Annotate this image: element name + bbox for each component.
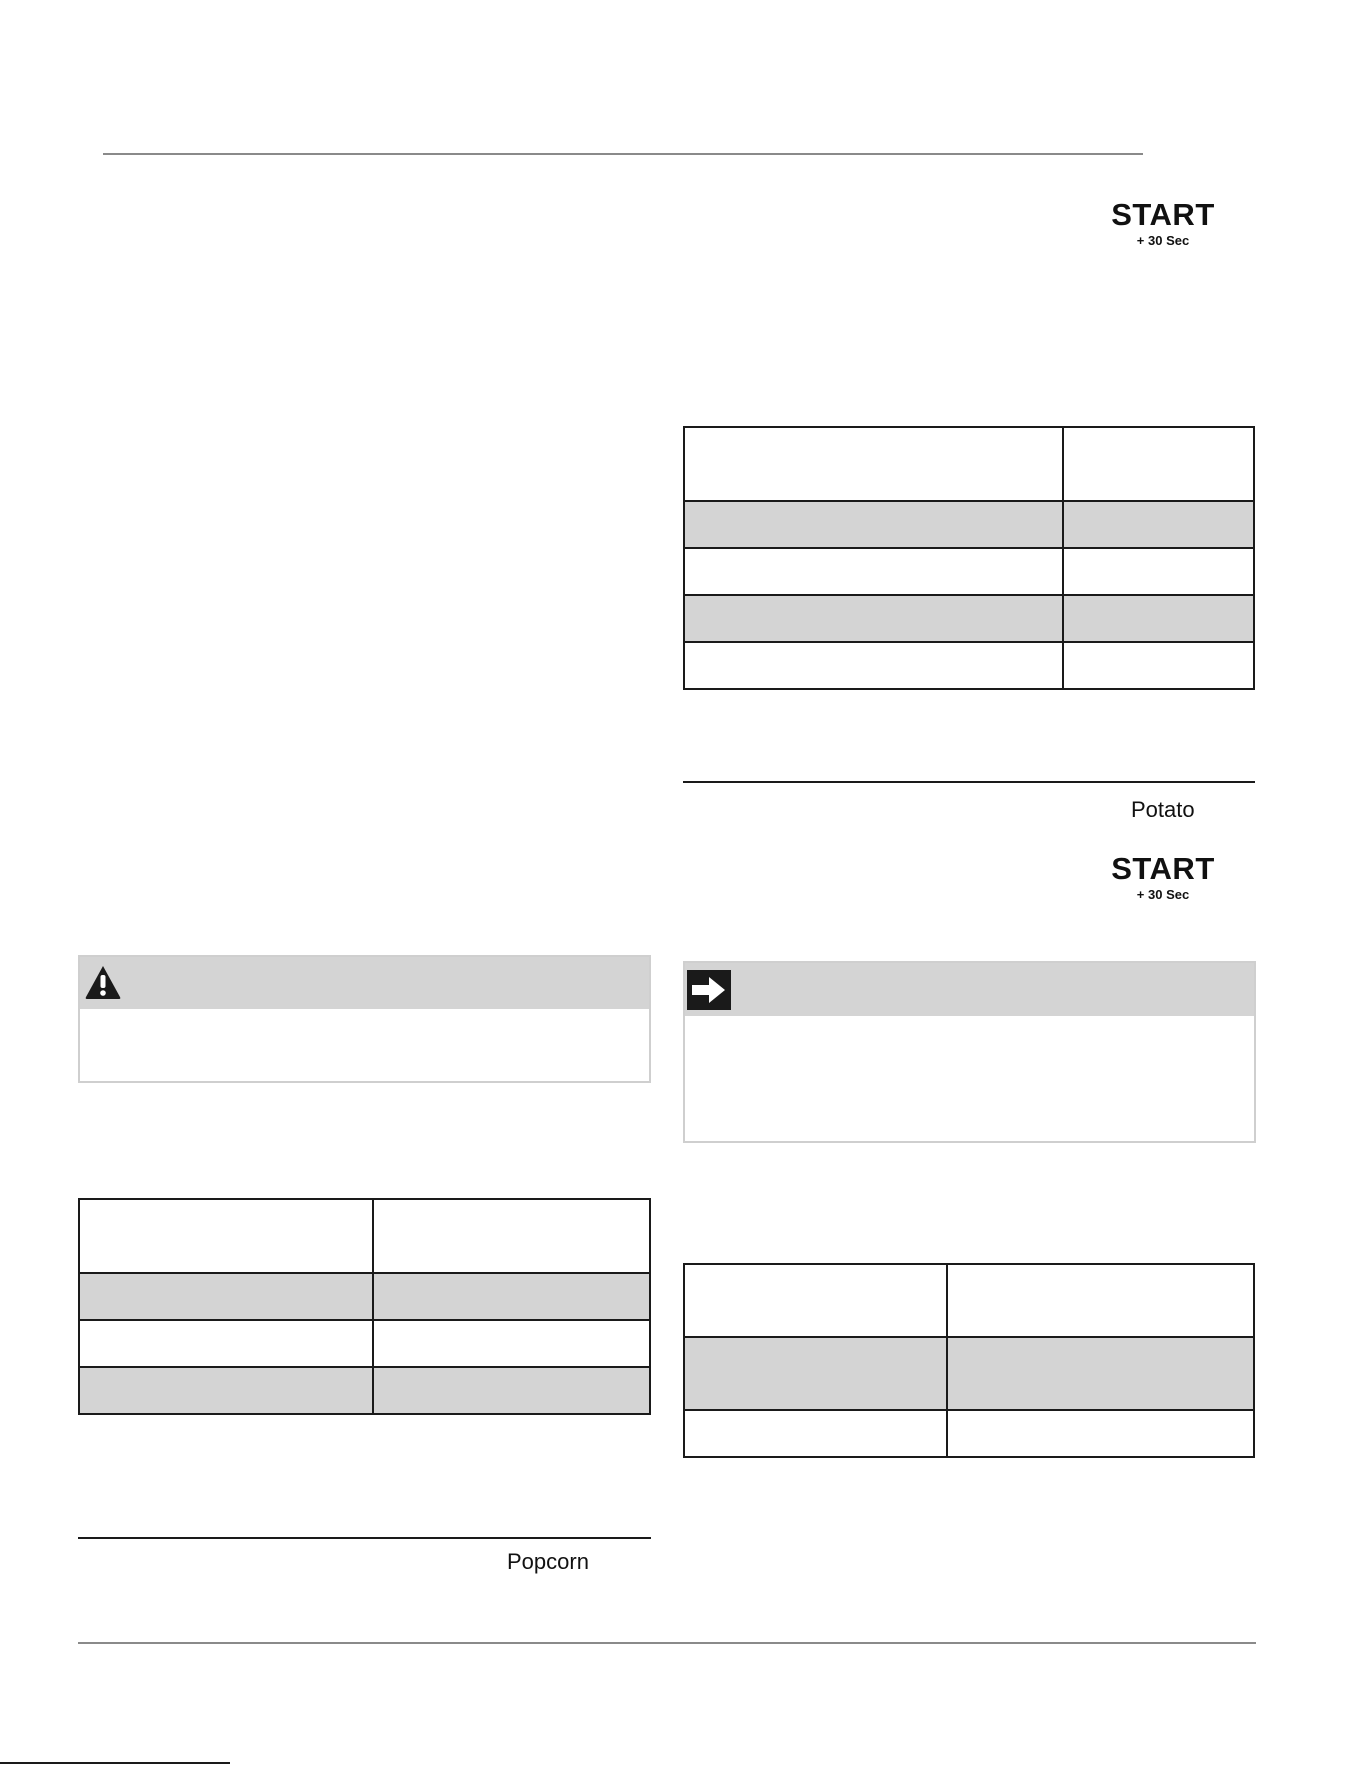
start-key-top: [1103, 198, 1223, 250]
table-row: [684, 642, 1254, 689]
right-table-1: [683, 426, 1255, 690]
table-row: [684, 1264, 1254, 1337]
table-row: [79, 1320, 650, 1367]
warning-triangle-icon: [84, 964, 122, 1000]
potato-section-rule: [683, 781, 1255, 783]
table-row: [684, 1337, 1254, 1410]
header-rule: [103, 153, 1143, 155]
table-row: [684, 501, 1254, 548]
start-key-label: START: [1111, 851, 1215, 886]
left-table: [78, 1198, 651, 1415]
table-row: [79, 1367, 650, 1414]
table-row: [79, 1273, 650, 1320]
start-key-label: START: [1111, 197, 1215, 232]
note-notice-header: [685, 963, 1254, 1016]
table-row: [684, 1410, 1254, 1457]
table-row: [684, 548, 1254, 595]
arrow-right-icon: [687, 970, 731, 1010]
warning-notice-header: [80, 957, 649, 1009]
popcorn-key: Popcorn: [507, 1549, 589, 1574]
footer-rule: [78, 1642, 1256, 1644]
start-key-sub-label: + 30 Sec: [1136, 233, 1190, 248]
popcorn-section-rule: [78, 1537, 651, 1539]
start-key-middle: [1103, 852, 1223, 904]
table-row: [684, 595, 1254, 642]
bottom-edge-line: [0, 1762, 230, 1764]
note-notice: [683, 961, 1256, 1143]
table-row: [79, 1199, 650, 1273]
potato-key: Potato: [1131, 797, 1195, 822]
right-table-2: [683, 1263, 1255, 1458]
start-key-sub-label: + 30 Sec: [1136, 887, 1190, 902]
table-row: [684, 427, 1254, 501]
warning-notice: [78, 955, 651, 1083]
